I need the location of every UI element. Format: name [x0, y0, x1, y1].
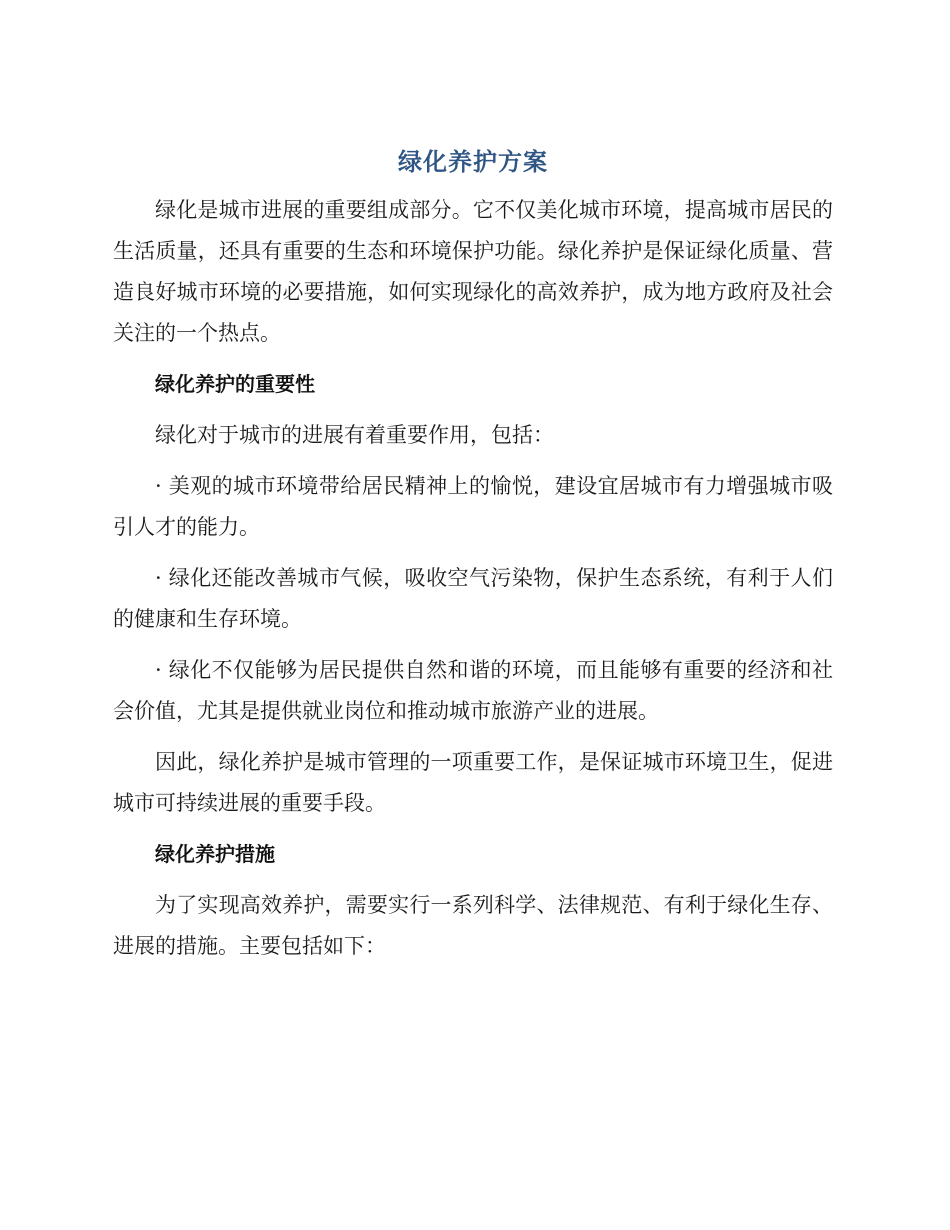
bullet-item: · 绿化还能改善城市气候，吸收空气污染物，保护生态系统，有利于人们的健康和生存环境。 — [113, 566, 833, 631]
intro-paragraph: 绿化是城市进展的重要组成部分。它不仅美化城市环境，提高城市居民的生活质量，还具有重要的生态和环境保护功能。绿化养护是保证绿化质量、营造良好城市环境的必要措施，如何实现绿化的高效养护，成为地方政府及社会关注的一个热点。 — [113, 198, 833, 345]
bullet-item: · 绿化不仅能够为居民提供自然和谐的环境，而且能够有重要的经济和社会价值，尤其是提供就业岗位和推动城市旅游产业的进展。 — [113, 658, 833, 723]
importance-conclusion-paragraph: 因此，绿化养护是城市管理的一项重要工作，是保证城市环境卫生，促进城市可持续进展的重要手段。 — [113, 750, 833, 815]
section-heading-importance: 绿化养护的重要性 — [155, 372, 315, 396]
document-page — [113, 140, 833, 977]
document-title: 绿化养护方案 — [398, 148, 548, 176]
measures-lead-paragraph: 为了实现高效养护，需要实行一系列科学、法律规范、有利于绿化生存、进展的措施。主要包括如下： — [113, 893, 833, 958]
bullet-item: · 美观的城市环境带给居民精神上的愉悦，建设宜居城市有力增强城市吸引人才的能力。 — [113, 474, 833, 539]
importance-lead-paragraph: 绿化对于城市的进展有着重要作用，包括： — [155, 423, 554, 447]
section-heading-measures: 绿化养护措施 — [155, 842, 275, 866]
